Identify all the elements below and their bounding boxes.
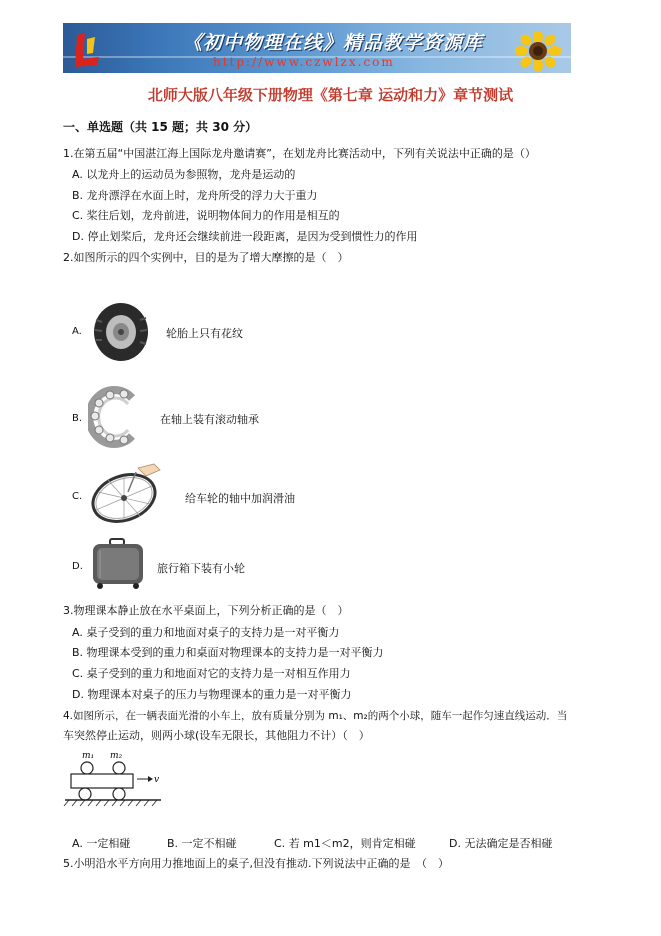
question-4-stem-line-1: 4.如图所示，在一辆表面光滑的小车上，放有质量分别为 m₁、m₂的两个小球，随车一起作匀速直线运动．当 bbox=[63, 710, 568, 722]
question-1-stem: 1.在第五届“中国湛江海上国际龙舟邀请赛”，在划龙舟比赛活动中，下列有关说法中正确的是（） bbox=[63, 147, 536, 160]
bearing-icon bbox=[88, 386, 146, 448]
header-banner bbox=[63, 23, 571, 73]
question-4-option-b[interactable]: B. 一定不相碰 bbox=[167, 837, 237, 850]
question-2-stem: 2.如图所示的四个实例中，目的是为了增大摩擦的是（ ） bbox=[63, 251, 349, 264]
ball-2 bbox=[113, 762, 125, 774]
logo-icon bbox=[73, 29, 103, 69]
section-title: 一、单选题（共 15 题；共 30 分） bbox=[63, 120, 258, 134]
mass-2-label: m₂ bbox=[110, 751, 123, 761]
wheel-left bbox=[79, 788, 91, 800]
wheel-right bbox=[113, 788, 125, 800]
question-3-option-c[interactable]: C. 桌子受到的重力和地面对它的支持力是一对相互作用力 bbox=[72, 667, 351, 680]
question-1-option-b[interactable]: B. 龙舟漂浮在水面上时，龙舟所受的浮力大于重力 bbox=[72, 189, 318, 202]
question-3-option-a[interactable]: A. 桌子受到的重力和地面对桌子的支持力是一对平衡力 bbox=[72, 626, 340, 639]
sunflower-icon bbox=[515, 31, 561, 71]
question-2-option-c-letter[interactable]: C. bbox=[72, 491, 83, 502]
question-3-stem: 3.物理课本静止放在水平桌面上，下列分析正确的是（ ） bbox=[63, 604, 349, 617]
question-4-option-a[interactable]: A. 一定相碰 bbox=[72, 837, 131, 850]
banner-url[interactable]: http://www.czwlzx.com bbox=[213, 55, 395, 69]
document-title: 北师大版八年级下册物理《第七章 运动和力》章节测试 bbox=[147, 86, 514, 104]
wheel-icon bbox=[88, 462, 166, 524]
question-4-option-c[interactable]: C. 若 m1＜m2，则肯定相碰 bbox=[274, 837, 416, 850]
question-1-option-a[interactable]: A. 以龙舟上的运动员为参照物，龙舟是运动的 bbox=[72, 168, 296, 181]
question-3-option-d[interactable]: D. 物理课本对桌子的压力与物理课本的重力是一对平衡力 bbox=[72, 688, 352, 701]
ball-1 bbox=[81, 762, 93, 774]
question-5-stem: 5.小明沿水平方向用力推地面上的桌子,但没有推动.下列说法中正确的是 （ ） bbox=[63, 857, 449, 870]
question-1-option-d[interactable]: D. 停止划桨后，龙舟还会继续前进一段距离，是因为受到惯性力的作用 bbox=[72, 230, 418, 243]
question-4-stem-line-2: 车突然停止运动，则两小球(设车无限长，其他阻力不计）（ ） bbox=[63, 729, 370, 742]
cart-diagram bbox=[63, 748, 163, 830]
question-4-option-d[interactable]: D. 无法确定是否相碰 bbox=[449, 837, 553, 850]
question-2-option-c-text: 给车轮的轴中加润滑油 bbox=[185, 492, 295, 505]
banner-title: 《初中物理在线》精品教学资源库 bbox=[183, 32, 484, 54]
question-3-option-b[interactable]: B. 物理课本受到的重力和桌面对物理课本的支持力是一对平衡力 bbox=[72, 646, 384, 659]
question-1-option-c[interactable]: C. 桨往后划，龙舟前进，说明物体间力的作用是相互的 bbox=[72, 209, 340, 222]
question-2-option-d-text: 旅行箱下装有小轮 bbox=[157, 562, 245, 575]
velocity-label: v bbox=[154, 775, 160, 785]
question-2-option-a-text: 轮胎上只有花纹 bbox=[166, 327, 243, 340]
suitcase-icon bbox=[90, 538, 146, 590]
mass-1-label: m₁ bbox=[82, 751, 95, 761]
question-2-option-a-letter[interactable]: A. bbox=[72, 326, 82, 337]
tire-icon bbox=[92, 302, 150, 362]
question-2-option-b-text: 在轴上装有滚动轴承 bbox=[160, 413, 259, 426]
question-2-option-b-letter[interactable]: B. bbox=[72, 413, 83, 424]
cart-body bbox=[71, 774, 133, 788]
question-2-option-d-letter[interactable]: D. bbox=[72, 561, 83, 572]
